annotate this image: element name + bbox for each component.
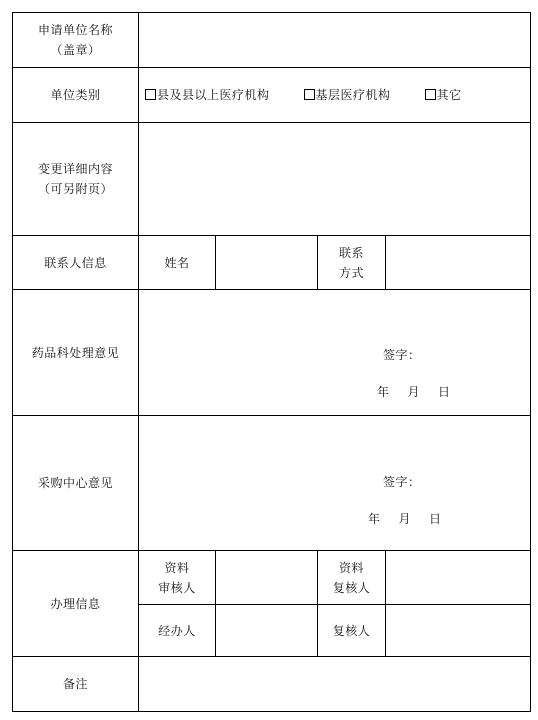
- application-form: [12, 12, 531, 712]
- checker-field[interactable]: [386, 605, 531, 657]
- month-label: 月: [407, 385, 421, 399]
- pharmacy-opinion-field[interactable]: [139, 290, 531, 416]
- purchase-opinion-label: 采购中心意见: [13, 416, 139, 551]
- row-processing-review: [13, 551, 531, 605]
- change-detail-label: 变更详细内容 （可另附页）: [13, 123, 139, 236]
- category-option-grassroots[interactable]: [304, 85, 391, 105]
- year-label: 年: [377, 385, 390, 399]
- purchase-date: [368, 509, 442, 529]
- remarks-field[interactable]: [139, 657, 531, 712]
- pharmacy-opinion-label: 药品科处理意见: [13, 290, 139, 416]
- row-remarks: [13, 657, 531, 712]
- handler-field[interactable]: [216, 605, 318, 657]
- checker-label: 复核人: [318, 605, 386, 657]
- month-label: 月: [398, 512, 412, 526]
- contact-method-field[interactable]: [386, 236, 531, 290]
- row-purchase-opinion: [13, 416, 531, 551]
- category-option-other[interactable]: [425, 85, 462, 105]
- row-change-detail: [13, 123, 531, 236]
- day-label: 日: [429, 512, 442, 526]
- pharmacy-date: [377, 382, 451, 402]
- category-options: [139, 68, 531, 123]
- applicant-label: 申请单位名称 （盖章）: [13, 13, 139, 68]
- purchase-sign-label: 签字：: [383, 475, 421, 489]
- year-label: 年: [368, 512, 381, 526]
- contact-label: 联系人信息: [13, 236, 139, 290]
- contact-method-label: 联系 方式: [318, 236, 386, 290]
- day-label: 日: [438, 385, 451, 399]
- rechecker-label: 资料 复核人: [318, 551, 386, 605]
- row-pharmacy-opinion: [13, 290, 531, 416]
- row-category: [13, 68, 531, 123]
- checkbox-icon[interactable]: [304, 89, 315, 100]
- purchase-opinion-field[interactable]: [139, 416, 531, 551]
- applicant-field[interactable]: [139, 13, 531, 68]
- processing-label: 办理信息: [13, 551, 139, 657]
- reviewer-field[interactable]: [216, 551, 318, 605]
- rechecker-field[interactable]: [386, 551, 531, 605]
- change-detail-field[interactable]: [139, 123, 531, 236]
- row-applicant: [13, 13, 531, 68]
- option-label: 其它: [436, 88, 462, 102]
- row-contact: [13, 236, 531, 290]
- handler-label: 经办人: [139, 605, 216, 657]
- category-label: 单位类别: [13, 68, 139, 123]
- checkbox-icon[interactable]: [145, 89, 156, 100]
- category-option-county[interactable]: [145, 85, 270, 105]
- reviewer-label: 资料 审核人: [139, 551, 216, 605]
- contact-name-label: 姓名: [139, 236, 216, 290]
- pharmacy-sign-label: 签字：: [383, 348, 421, 362]
- contact-name-field[interactable]: [216, 236, 318, 290]
- remarks-label: 备注: [13, 657, 139, 712]
- option-label: 基层医疗机构: [315, 88, 391, 102]
- checkbox-icon[interactable]: [425, 89, 436, 100]
- option-label: 县及县以上医疗机构: [157, 88, 270, 102]
